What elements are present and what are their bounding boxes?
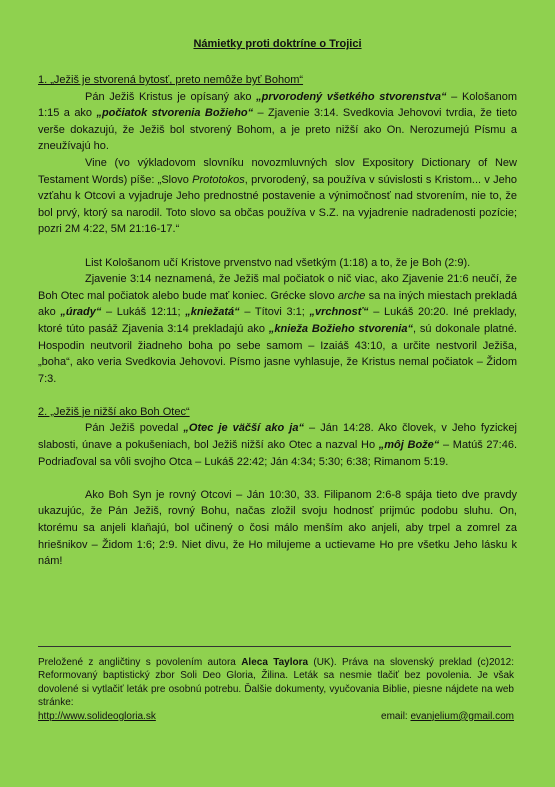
email-link[interactable]: evanjelium@gmail.com (410, 710, 514, 722)
text-run: – Matúš 27:46. Podriaďoval sa vôli svojho Otca – Lukáš 22:42; Ján 4:34; 5:30; 6:38; Rimanom 5:19. (38, 439, 517, 468)
text-run: – Títovi 3:1; (239, 306, 310, 319)
text-run: sa na iných miestach prekladá ako (38, 289, 517, 319)
text-run: Pán Ježiš povedal (85, 422, 184, 435)
section1-paragraph-3: List Kološanom učí Kristove prvenstvo nad všetkým (1:18) a to, že je Boh (2:9). (85, 256, 471, 269)
text-run: – Lukáš 12:11; (101, 306, 186, 319)
text-run: – Ján 14:28. Ako človek, v Jeho fyzickej slabosti, únave a pokušeniach, bol Ježiš nižší ako Otec a nazval Ho (38, 422, 517, 452)
text-run: Preložené z angličtiny s povolením autora (38, 657, 242, 668)
paragraph-gap (38, 238, 517, 255)
website-link[interactable]: http://www.solideogloria.sk (38, 710, 156, 722)
section1-paragraph-1 (38, 89, 517, 155)
author-name: Aleca Taylora (241, 657, 309, 668)
text-run: Pán Ježiš Kristus je opísaný ako (85, 90, 257, 103)
section1-paragraph-4 (38, 271, 517, 387)
italic-run: arche (337, 289, 366, 302)
paragraph-gap (38, 387, 517, 404)
text-run: , sú dokonale platné. Hospodin neutvoril žiadneho boha po sebe samom – Izaiáš 43:10, a určite nestvoril Ježiša, „boha“, ako veria Svedkovia Jehovovi. Písmo jasne vyhlasuje, že Kristus nemal počiatok – Židom 7:3. (38, 322, 517, 385)
text-run: – Lukáš 20:20. Iné preklady, ktoré túto pasáž Zjavenia 3:14 prekladajú ako (38, 306, 517, 335)
emphasis-run: „môj Bože“ (378, 439, 440, 452)
document-body (38, 72, 517, 570)
section2-heading: 2. „Ježiš je nižší ako Boh Otec“ (38, 405, 190, 418)
emphasis-run: „úrady“ (60, 306, 102, 319)
section2-paragraph-1 (38, 420, 517, 470)
text-run: Zjavenie 3:14 neznamená, že Ježiš mal počiatok o nič viac, ako Zjavenie 21:6 neučí, že Boh Otec mal počiatok alebo bude mať koniec. Grécke slovo (38, 273, 517, 302)
emphasis-run: „počiatok stvorenia Božieho“ (96, 107, 254, 120)
footer (38, 656, 514, 723)
text-run: – Zjavenie 3:14. Svedkovia Jehovovi tvrdia, že tieto verše dokazujú, že Ježiš bol stvorený Bohom, a je preto nižší ako On. Nerozumejú Písmu a zneužívajú ho. (38, 107, 517, 153)
footer-divider (38, 646, 511, 647)
section1-paragraph-2 (38, 155, 517, 238)
footer-contacts (38, 710, 514, 723)
emphasis-run: „prvorodený všetkého stvorenstva“ (256, 90, 447, 103)
text-run: , prvorodený, sa používa v súvislosti s Kristom... v Jeho vzťahu k Otcovi a vyjadruje Jeho prednostné postavenie a výnimočnosť nad stvorením, nie to, že bol prvý, ktorý sa narodil. Toto slovo sa občas používa v S.Z. na vyjadrenie nadradenosti pozície; pozri 2M 4:22, 5M 21:16-17.“ (38, 173, 517, 236)
footer-text (38, 656, 514, 710)
text-run: (UK). Práva na slovenský preklad (c)2012: Reformovaný baptistický zbor Soli Deo Gloria, Žilina. Leták sa nesmie tlačiť bez povolenia. Je však dovolené si vytlačiť leták pre osobnú potrebu. Ďalšie dokumenty, vyučovania Biblie, piesne nájdete na web stránke: (38, 657, 514, 709)
paragraph-gap (38, 470, 517, 487)
emphasis-run: „vrchnosť“ (309, 306, 369, 319)
email-contact (381, 710, 514, 723)
italic-run: Prototokos (192, 173, 245, 186)
document-title: Námietky proti doktríne o Trojici (193, 38, 362, 50)
emphasis-run: „Otec je väčší ako ja“ (183, 422, 304, 435)
email-label: email: (381, 710, 411, 722)
section2-paragraph-2: Ako Boh Syn je rovný Otcovi – Ján 10:30, 33. Filipanom 2:6-8 spája tieto dve pravdy ukazujúc, že Pán Ježiš, rovný Bohu, načas zložil svoju hodnosť prijmúc podobu sluhu. On, ktorému sa anjeli klaňajú, bol učinený o čosi málo menším ako anjeli, aby trpel a zomrel za hriešnikov – Židom 1:6; 2:9. Niet divu, že Ho milujeme a uctievame Ho pre všetku Jeho lásku k nám! (38, 488, 517, 568)
section1-heading: 1. „Ježiš je stvorená bytosť, preto nemôže byť Bohom“ (38, 74, 304, 86)
text-run: Vine (vo výkladovom slovníku novozmluvných slov Expository Dictionary of New Testament Words) píše: „Slovo (38, 156, 517, 186)
emphasis-run: „knieža Božieho stvorenia“ (268, 322, 413, 335)
emphasis-run: „kniežatá“ (185, 306, 240, 319)
text-run: – Kološanom 1:15 a ako (38, 90, 517, 120)
